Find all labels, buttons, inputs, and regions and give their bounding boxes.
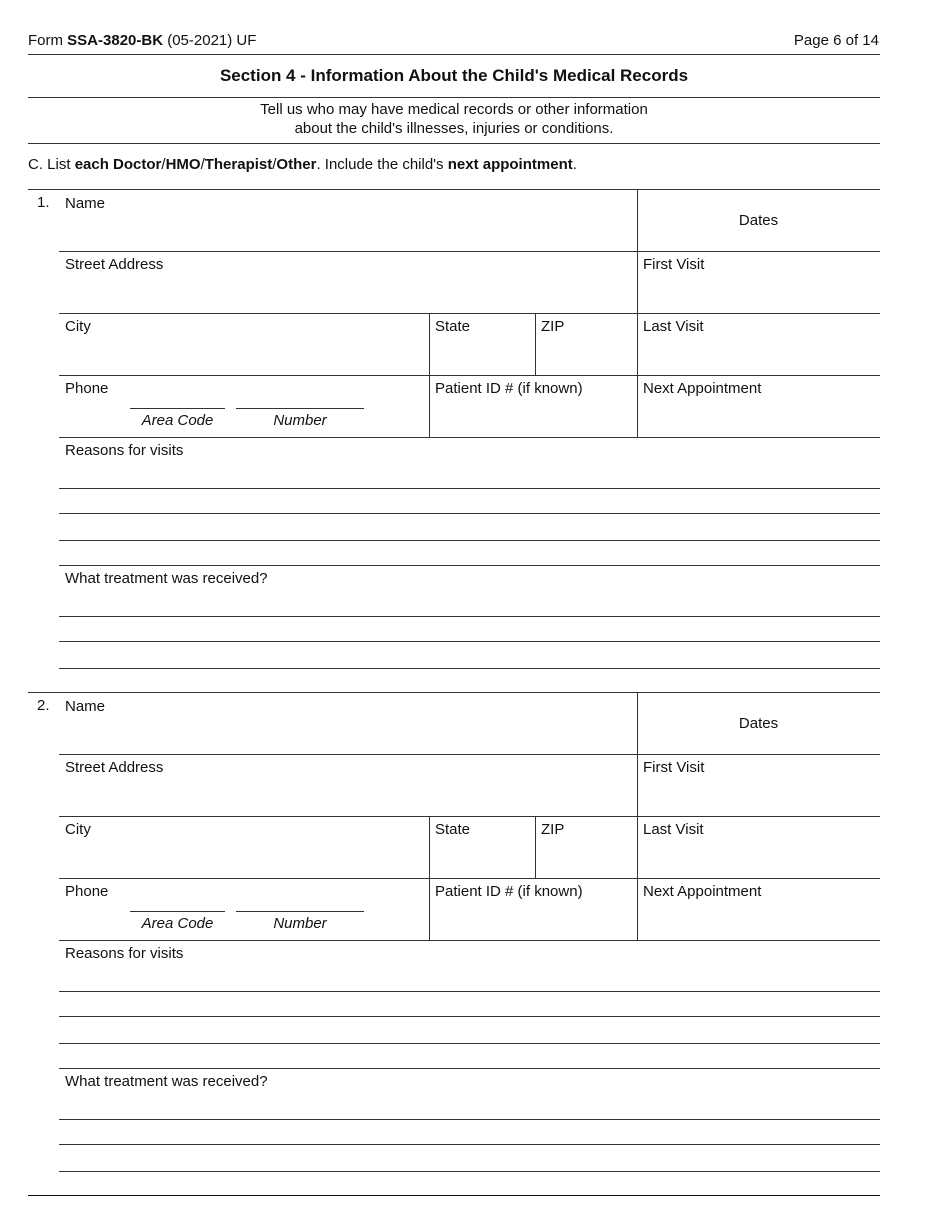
row-rule — [59, 251, 880, 252]
writing-line — [59, 1171, 880, 1172]
dates-column-divider — [637, 189, 638, 437]
writing-line — [59, 1144, 880, 1145]
writing-line — [59, 540, 880, 541]
next-appointment-field[interactable] — [639, 400, 879, 434]
row-rule — [59, 816, 880, 817]
instruction-therapist: Therapist — [204, 156, 273, 173]
form-prefix: Form — [28, 32, 63, 49]
zip-field[interactable] — [536, 338, 635, 372]
number-label: Number — [273, 412, 327, 429]
instruction-doctor: each Doctor — [74, 156, 162, 173]
next-appointment-label: Next Appointment — [643, 883, 762, 900]
row-rule — [59, 437, 880, 438]
instruction-sep: / — [272, 156, 277, 173]
first-visit-field[interactable] — [639, 779, 879, 813]
intro-divider — [28, 143, 880, 144]
instruction-text — [28, 156, 577, 174]
next-appointment-field[interactable] — [639, 903, 879, 937]
zip-label: ZIP — [541, 318, 565, 335]
street-address-label: Street Address — [65, 256, 164, 273]
area-code-field[interactable] — [130, 895, 225, 912]
form-version: (05-2021) UF — [167, 32, 257, 49]
patient-id-field[interactable] — [431, 400, 635, 434]
form-number: SSA-3820-BK — [67, 32, 164, 49]
writing-line — [59, 513, 880, 514]
reasons-label: Reasons for visits — [65, 945, 184, 962]
dates-label: Dates — [738, 212, 779, 229]
title-divider — [28, 97, 880, 98]
last-visit-field[interactable] — [639, 338, 879, 372]
city-field[interactable] — [60, 338, 428, 372]
patient-id-label: Patient ID # (if known) — [435, 380, 583, 397]
entry-top-rule — [28, 189, 880, 190]
entry-top-rule — [28, 692, 880, 693]
writing-line — [59, 668, 880, 669]
street-address-field[interactable] — [60, 779, 635, 813]
writing-line — [59, 641, 880, 642]
dates-label: Dates — [738, 715, 779, 732]
writing-line — [59, 488, 880, 489]
phone-label: Phone — [65, 380, 109, 397]
last-visit-field[interactable] — [639, 841, 879, 875]
city-field[interactable] — [60, 841, 428, 875]
writing-line — [59, 991, 880, 992]
street-address-label: Street Address — [65, 759, 164, 776]
writing-line — [59, 1016, 880, 1017]
state-field[interactable] — [431, 841, 533, 875]
entry-number: 1. — [37, 194, 50, 211]
instruction-sep: / — [200, 156, 205, 173]
zip-label: ZIP — [541, 821, 565, 838]
page-number: Page 6 of 14 — [793, 32, 879, 49]
row-rule — [59, 375, 880, 376]
form-id — [28, 32, 256, 50]
city-label: City — [65, 821, 91, 838]
writing-line — [59, 1119, 880, 1120]
next-appointment-label: Next Appointment — [643, 380, 762, 397]
zip-column-divider — [535, 816, 536, 878]
writing-line — [59, 565, 880, 566]
writing-line — [59, 1068, 880, 1069]
instruction-prefix: C. List — [28, 156, 71, 173]
name-field[interactable] — [60, 214, 635, 248]
state-field[interactable] — [431, 338, 533, 372]
patient-id-field[interactable] — [431, 903, 635, 937]
first-visit-label: First Visit — [643, 759, 705, 776]
row-rule — [59, 940, 880, 941]
phone-number-field[interactable] — [236, 895, 364, 912]
intro-line-1: Tell us who may have medical records or other information — [260, 101, 648, 118]
area-code-label: Area Code — [141, 412, 214, 429]
zip-field[interactable] — [536, 841, 635, 875]
row-rule — [59, 878, 880, 879]
row-rule — [59, 313, 880, 314]
treatment-label: What treatment was received? — [65, 570, 268, 587]
row-rule — [59, 754, 880, 755]
area-code-label: Area Code — [141, 915, 214, 932]
last-visit-label: Last Visit — [643, 821, 704, 838]
state-label: State — [435, 318, 471, 335]
state-column-divider — [429, 816, 430, 940]
city-label: City — [65, 318, 91, 335]
name-field[interactable] — [60, 717, 635, 751]
phone-number-field[interactable] — [236, 392, 364, 409]
state-label: State — [435, 821, 471, 838]
writing-line — [59, 616, 880, 617]
name-label: Name — [65, 195, 106, 212]
first-visit-label: First Visit — [643, 256, 705, 273]
first-visit-field[interactable] — [639, 276, 879, 310]
street-address-field[interactable] — [60, 276, 635, 310]
number-label: Number — [273, 915, 327, 932]
patient-id-label: Patient ID # (if known) — [435, 883, 583, 900]
instruction-middle: . Include the child's — [316, 156, 444, 173]
instruction-other: Other — [276, 156, 317, 173]
last-visit-label: Last Visit — [643, 318, 704, 335]
intro-line-2: about the child's illnesses, injuries or conditions. — [294, 120, 614, 137]
instruction-hmo: HMO — [165, 156, 201, 173]
reasons-label: Reasons for visits — [65, 442, 184, 459]
entry-number: 2. — [37, 697, 50, 714]
phone-label: Phone — [65, 883, 109, 900]
area-code-field[interactable] — [130, 392, 225, 409]
writing-line — [59, 1043, 880, 1044]
name-label: Name — [65, 698, 106, 715]
footer-rule — [28, 1195, 880, 1196]
section-title: Section 4 - Information About the Child's Medical Records — [219, 66, 689, 85]
instruction-sep: / — [161, 156, 166, 173]
treatment-label: What treatment was received? — [65, 1073, 268, 1090]
zip-column-divider — [535, 313, 536, 375]
state-column-divider — [429, 313, 430, 437]
header-divider — [28, 54, 880, 55]
dates-column-divider — [637, 692, 638, 940]
instruction-next-appointment: next appointment — [447, 156, 573, 173]
instruction-suffix: . — [572, 156, 577, 173]
